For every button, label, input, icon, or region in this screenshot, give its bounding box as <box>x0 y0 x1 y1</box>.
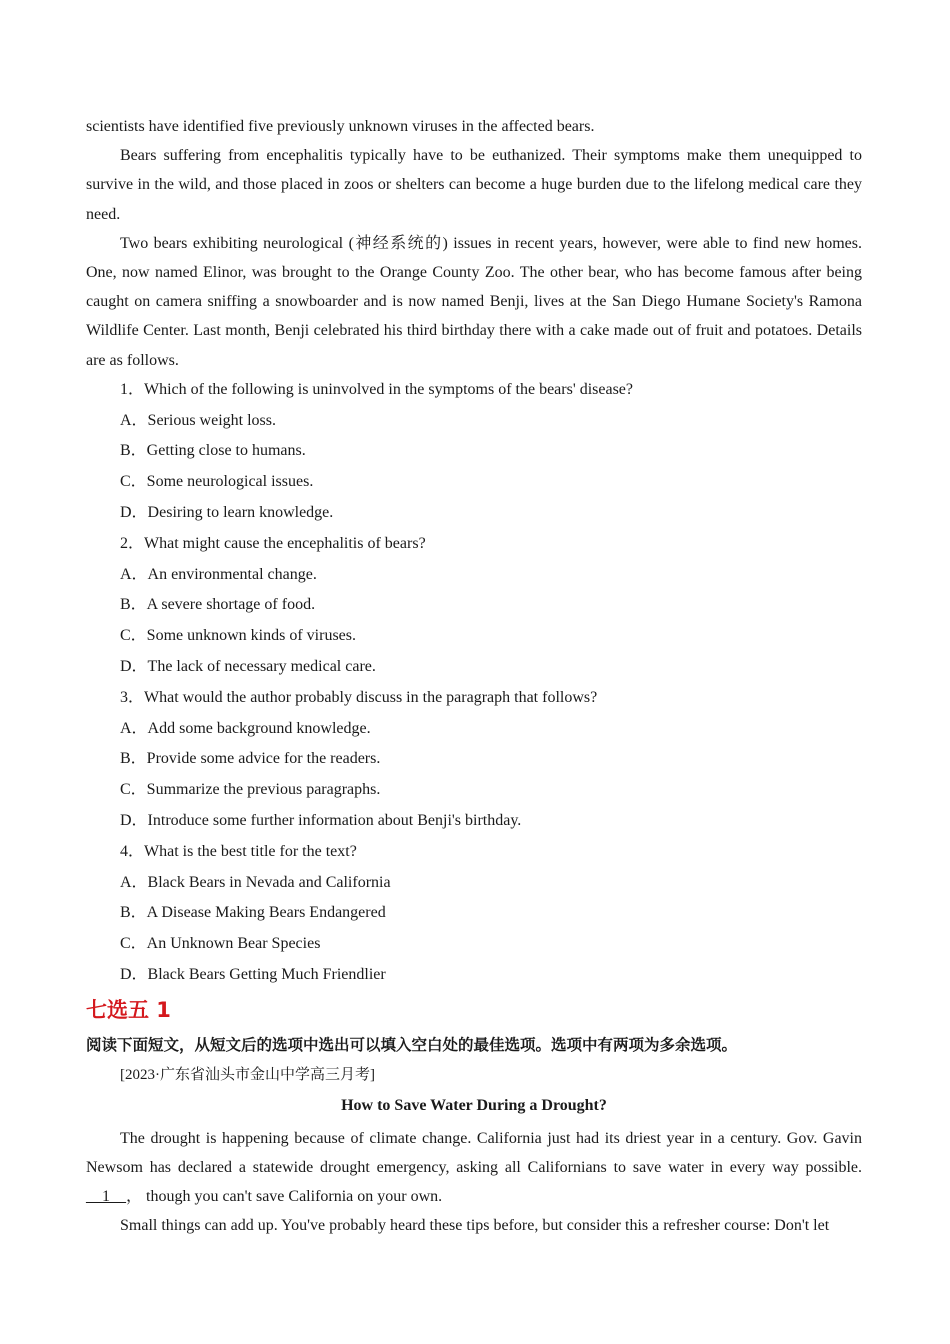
question-stem: 1．Which of the following is uninvolved in the symptoms of the bears' disease? <box>120 380 634 398</box>
blank-1: __1__ <box>86 1188 126 1206</box>
option-d: D．Black Bears Getting Much Friendlier <box>120 965 386 983</box>
option-c: C．Summarize the previous paragraphs. <box>120 781 381 799</box>
question-stem: 2．What might cause the encephalitis of bears? <box>120 534 426 552</box>
paragraph-3: Two bears exhibiting neurological (神经系统的) issues in recent years, however, were able to find new homes. One, now named Elinor, was brought to the Orange County Zoo. The other bear, who has become famous after being caught on camera sniffing a snowboarder and is now named Benji, lives at the San Diego Humane Society's Ramona Wildlife Center. Last month, Benji celebrated his third birthday there with a cake made out of fruit and potatoes. Details are as follows. <box>86 234 862 369</box>
question-list <box>86 375 862 991</box>
option-b: B．A Disease Making Bears Endangered <box>120 904 386 922</box>
question-3 <box>86 683 862 837</box>
option-c: C．An Unknown Bear Species <box>120 935 321 953</box>
option-d: D．The lack of necessary medical care. <box>120 658 376 675</box>
paragraph-2: Bears suffering from encephalitis typically have to be euthanized. Their symptoms make them unequipped to survive in the wild, and those placed in zoos or shelters can become a huge burden due to the lifelong medical care they need. <box>86 147 862 223</box>
option-a: A．Serious weight loss. <box>120 411 277 429</box>
reading-passage <box>86 112 862 375</box>
passage-paragraph-1 <box>86 1124 862 1212</box>
option-a: A．Add some background knowledge. <box>120 719 371 737</box>
passage-text: The drought is happening because of climate change. California just had its driest year in a century. Gov. Gavin Newsom has declared a statewide drought emergency, asking all Californians to save water in every way possible. <box>86 1129 862 1176</box>
option-b: B．A severe shortage of food. <box>120 596 316 614</box>
question-stem: 4．What is the best title for the text? <box>120 842 357 860</box>
paragraph-1: scientists have identified five previously unknown viruses in the affected bears. <box>86 118 595 135</box>
option-d: D．Desiring to learn knowledge. <box>120 504 334 522</box>
question-1 <box>86 375 862 529</box>
passage-title: How to Save Water During a Drought? <box>341 1096 607 1114</box>
option-b: B．Getting close to humans. <box>120 442 306 460</box>
option-a: A．An environmental change. <box>120 565 317 583</box>
passage-text: ， though you can't save California on your own. <box>126 1188 443 1206</box>
option-b: B．Provide some advice for the readers. <box>120 750 381 768</box>
question-2 <box>86 529 862 683</box>
question-4 <box>86 837 862 991</box>
section-instruction: 阅读下面短文，从短文后的选项中选出可以填入空白处的最佳选项。选项中有两项为多余选项。 <box>86 1035 738 1054</box>
document-page <box>86 112 862 1241</box>
option-c: C．Some neurological issues. <box>120 473 314 491</box>
question-stem: 3．What would the author probably discuss in the paragraph that follows? <box>120 688 598 706</box>
option-c: C．Some unknown kinds of viruses. <box>120 627 357 645</box>
exam-source: [2023·广东省汕头市金山中学高三月考] <box>120 1066 375 1083</box>
section-title: 七选五 1 <box>86 997 171 1022</box>
option-d: D．Introduce some further information about Benji's birthday. <box>120 811 522 829</box>
passage-paragraph-2: Small things can add up. You've probably heard these tips before, but consider this a refresher course: Don't let <box>120 1217 830 1235</box>
option-a: A．Black Bears in Nevada and California <box>120 873 391 891</box>
